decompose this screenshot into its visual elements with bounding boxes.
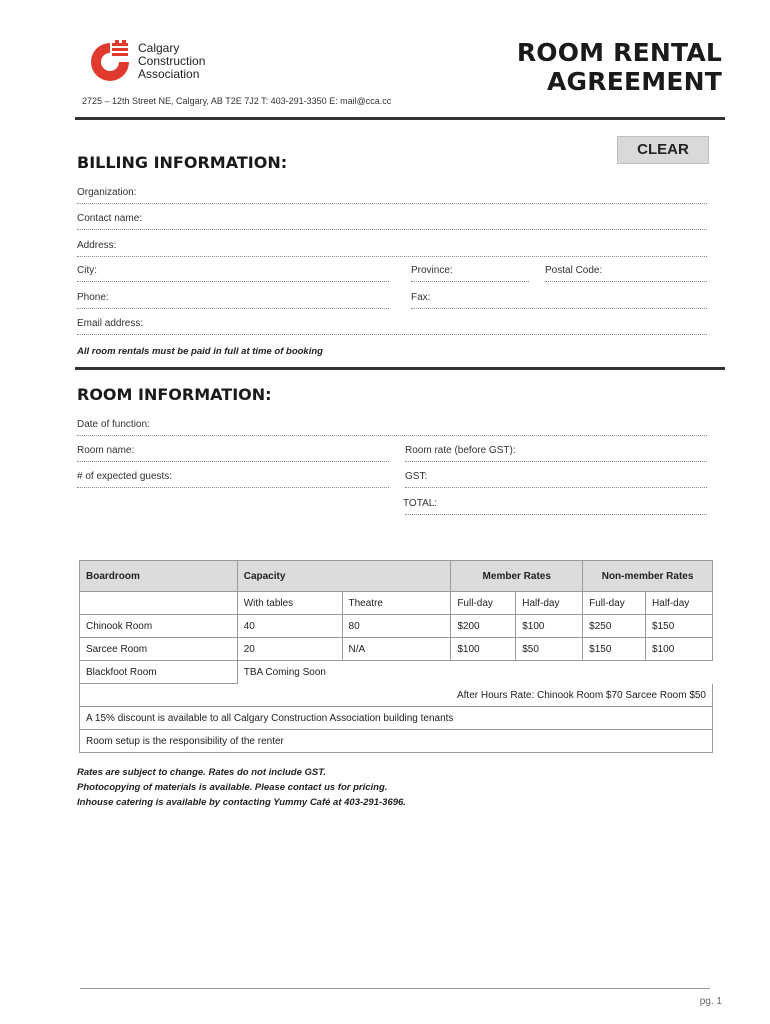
discount-cell: A 15% discount is available to all Calgary Construction Association building tenants	[80, 707, 713, 730]
table-cell: Full-day	[451, 592, 516, 615]
org-address: 2725 – 12th Street NE, Calgary, AB T2E 7J2 T: 403-291-3350 E: mail@cca.cc	[82, 96, 392, 106]
table-cell: 80	[342, 615, 451, 638]
room-name-label: Room name:	[77, 445, 135, 456]
table-row	[80, 615, 713, 638]
rates-table	[79, 560, 713, 753]
city-field[interactable]	[77, 281, 389, 282]
table-cell: $150	[646, 615, 713, 638]
after-hours-cell: After Hours Rate: Chinook Room $70 Sarcee Room $50	[80, 684, 713, 707]
table-cell: With tables	[237, 592, 342, 615]
table-cell: Chinook Room	[80, 615, 238, 638]
room-rate-field[interactable]	[405, 461, 707, 462]
contact-name-field[interactable]	[77, 229, 707, 230]
postal-code-field[interactable]	[545, 281, 707, 282]
setup-cell: Room setup is the responsibility of the renter	[80, 730, 713, 753]
organization-field[interactable]	[77, 203, 707, 204]
footnote-catering: Inhouse catering is available by contacting Yummy Café at 403-291-3696.	[77, 797, 406, 808]
clear-button[interactable]: CLEAR	[617, 136, 709, 164]
footer-rule	[80, 988, 710, 989]
contact-name-label: Contact name:	[77, 213, 143, 224]
room-name-field[interactable]	[77, 461, 389, 462]
table-cell: 20	[237, 638, 342, 661]
header-capacity: Capacity	[237, 561, 451, 592]
room-rate-label: Room rate (before GST):	[405, 445, 516, 456]
table-cell: 40	[237, 615, 342, 638]
total-field[interactable]	[405, 514, 707, 515]
date-field[interactable]	[77, 435, 707, 436]
room-heading: ROOM INFORMATION:	[77, 385, 272, 404]
table-row	[80, 684, 713, 707]
date-label: Date of function:	[77, 419, 150, 430]
total-label: TOTAL:	[403, 498, 438, 509]
document-title	[517, 38, 722, 96]
title-line2: AGREEMENT	[546, 67, 722, 96]
guests-field[interactable]	[77, 487, 389, 488]
province-field[interactable]	[411, 281, 529, 282]
table-cell: $50	[516, 638, 583, 661]
header-member-rates: Member Rates	[451, 561, 583, 592]
payment-note: All room rentals must be paid in full at time of booking	[77, 346, 323, 357]
address-label: Address:	[77, 240, 117, 251]
org-name	[138, 42, 205, 81]
cca-logo-icon	[88, 40, 132, 84]
org-name-line2: Construction	[138, 54, 206, 68]
header-rule	[75, 117, 725, 120]
footnote-rates: Rates are subject to change. Rates do not include GST.	[77, 767, 326, 778]
table-row	[80, 730, 713, 753]
table-subheader-row	[80, 592, 713, 615]
org-name-line3: Association	[138, 67, 200, 81]
table-cell: $150	[583, 638, 646, 661]
footnote-photocopy: Photocopying of materials is available. Please contact us for pricing.	[77, 782, 388, 793]
fax-field[interactable]	[411, 308, 707, 309]
table-cell: TBA Coming Soon	[237, 661, 712, 684]
email-field[interactable]	[77, 334, 707, 335]
email-label: Email address:	[77, 318, 144, 329]
table-cell: $100	[451, 638, 516, 661]
billing-heading: BILLING INFORMATION:	[77, 153, 288, 172]
title-line1: ROOM RENTAL	[516, 38, 722, 67]
table-row	[80, 707, 713, 730]
phone-label: Phone:	[77, 292, 109, 303]
section-rule	[75, 367, 725, 370]
table-cell: Half-day	[646, 592, 713, 615]
table-cell: Full-day	[583, 592, 646, 615]
page-number: pg. 1	[699, 996, 722, 1007]
table-cell: $200	[451, 615, 516, 638]
header-boardroom: Boardroom	[80, 561, 238, 592]
logo	[88, 40, 132, 84]
address-field[interactable]	[77, 256, 707, 257]
table-cell: $250	[583, 615, 646, 638]
table-cell: Sarcee Room	[80, 638, 238, 661]
table-row	[80, 661, 713, 684]
gst-field[interactable]	[405, 487, 707, 488]
table-header-row	[80, 561, 713, 592]
table-cell	[80, 592, 238, 615]
postal-code-label: Postal Code:	[545, 265, 603, 276]
table-cell: $100	[646, 638, 713, 661]
table-cell: Half-day	[516, 592, 583, 615]
guests-label: # of expected guests:	[77, 471, 173, 482]
table-cell: $100	[516, 615, 583, 638]
header-nonmember-rates: Non-member Rates	[583, 561, 713, 592]
province-label: Province:	[411, 265, 453, 276]
phone-field[interactable]	[77, 308, 389, 309]
table-cell: Theatre	[342, 592, 451, 615]
organization-label: Organization:	[77, 187, 137, 198]
table-cell: Blackfoot Room	[80, 661, 238, 684]
org-name-line1: Calgary	[138, 41, 180, 55]
gst-label: GST:	[405, 471, 428, 482]
footnotes	[77, 765, 406, 810]
city-label: City:	[77, 265, 97, 276]
table-row	[80, 638, 713, 661]
table-cell: N/A	[342, 638, 451, 661]
fax-label: Fax:	[411, 292, 431, 303]
